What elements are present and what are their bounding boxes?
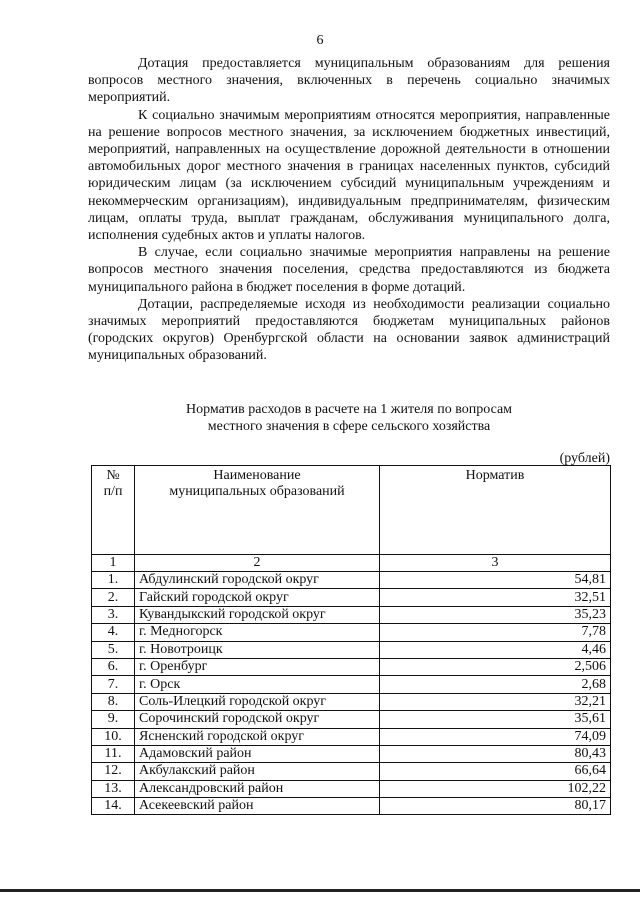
table-unit: (рублей) bbox=[559, 451, 610, 466]
paragraph-1: Дотация предоставляется муниципальным образованиям для решения вопросов местного значения, включенных в перечень социально значимых мероприятий. bbox=[88, 56, 610, 106]
row-name: г. Оренбург bbox=[135, 658, 380, 675]
row-name: Александровский район bbox=[135, 780, 380, 797]
row-name: г. Медногорск bbox=[135, 624, 380, 641]
row-name: Ясненский городской округ bbox=[135, 728, 380, 745]
row-value: 35,61 bbox=[380, 711, 611, 728]
row-value: 66,64 bbox=[380, 763, 611, 780]
row-name: Соль-Илецкий городской округ bbox=[135, 693, 380, 710]
body-text bbox=[88, 55, 610, 365]
row-number: 11. bbox=[92, 745, 135, 762]
row-name: г. Новотроицк bbox=[135, 641, 380, 658]
table-body bbox=[92, 572, 611, 815]
row-name: Абдулинский городской округ bbox=[135, 572, 380, 589]
row-number: 7. bbox=[92, 676, 135, 693]
norms-table bbox=[91, 465, 611, 815]
header-name-line-2: муниципальных образований bbox=[169, 484, 345, 499]
header-name bbox=[135, 466, 380, 555]
column-number-3: 3 bbox=[380, 555, 611, 572]
row-name: Гайский городской округ bbox=[135, 589, 380, 606]
row-name: Адамовский район bbox=[135, 745, 380, 762]
table-row bbox=[92, 589, 611, 606]
row-number: 3. bbox=[92, 606, 135, 623]
row-name: Кувандыкский городской округ bbox=[135, 606, 380, 623]
row-name: г. Орск bbox=[135, 676, 380, 693]
row-value: 2,68 bbox=[380, 676, 611, 693]
column-number-2: 2 bbox=[135, 555, 380, 572]
row-name: Акбулакский район bbox=[135, 763, 380, 780]
table-title-line-2: местного значения в сфере сельского хозяйства bbox=[207, 419, 491, 434]
row-value: 32,51 bbox=[380, 589, 611, 606]
table-title-line-1: Норматив расходов в расчете на 1 жителя по вопросам bbox=[185, 402, 513, 417]
row-number: 12. bbox=[92, 763, 135, 780]
row-number: 13. bbox=[92, 780, 135, 797]
row-value: 102,22 bbox=[380, 780, 611, 797]
table-row bbox=[92, 728, 611, 745]
header-number-line-1: № bbox=[106, 468, 120, 483]
table-row bbox=[92, 745, 611, 762]
table-row bbox=[92, 641, 611, 658]
row-value: 54,81 bbox=[380, 572, 611, 589]
row-number: 9. bbox=[92, 711, 135, 728]
table-row bbox=[92, 798, 611, 815]
header-value: Норматив bbox=[380, 466, 611, 555]
row-number: 8. bbox=[92, 693, 135, 710]
table-title bbox=[88, 401, 610, 435]
table-row bbox=[92, 711, 611, 728]
row-value: 35,23 bbox=[380, 606, 611, 623]
table-row bbox=[92, 606, 611, 623]
table-header-row bbox=[92, 466, 611, 555]
table-row bbox=[92, 624, 611, 641]
paragraph-2: К социально значимым мероприятиям относятся мероприятия, направленные на решение вопросов местного значения, за исключением бюджетных инвестиций, мероприятий, направленных на осуществление дорожной деятельности в отношении автомобильных дорог местного значения в границах населенных пунктов, субсидий юридическим лицам (за исключением субсидий муниципальным учреждениям и некоммерческим организациям), индивидуальным предпринимателям, физическим лицам, оплаты труда, выплат гражданам, обслуживания муниципального долга, исполнения судебных актов и уплаты налогов. bbox=[88, 107, 610, 244]
table-row bbox=[92, 780, 611, 797]
row-number: 5. bbox=[92, 641, 135, 658]
row-value: 32,21 bbox=[380, 693, 611, 710]
row-number: 2. bbox=[92, 589, 135, 606]
column-numbers-row bbox=[92, 555, 611, 572]
column-number-1: 1 bbox=[92, 555, 135, 572]
table-row bbox=[92, 693, 611, 710]
table-row bbox=[92, 676, 611, 693]
row-value: 7,78 bbox=[380, 624, 611, 641]
row-value: 4,46 bbox=[380, 641, 611, 658]
row-number: 10. bbox=[92, 728, 135, 745]
row-name: Асекеевский район bbox=[135, 798, 380, 815]
header-number-line-2: п/п bbox=[103, 484, 123, 499]
bottom-rule bbox=[0, 889, 640, 892]
row-value: 2,506 bbox=[380, 658, 611, 675]
paragraph-3: В случае, если социально значимые мероприятия направлены на решение вопросов местного значения поселения, средства предоставляются из бюджета муниципального района в бюджет поселения в форме дотаций. bbox=[88, 245, 610, 295]
row-value: 74,09 bbox=[380, 728, 611, 745]
table-row bbox=[92, 658, 611, 675]
row-number: 4. bbox=[92, 624, 135, 641]
header-number bbox=[92, 466, 135, 555]
row-number: 14. bbox=[92, 798, 135, 815]
row-value: 80,17 bbox=[380, 798, 611, 815]
paragraph-4: Дотации, распределяемые исходя из необходимости реализации социально значимых мероприятий предоставляются бюджетам муниципальных районов (городских округов) Оренбургской области на основании заявок администраций муниципальных образований. bbox=[88, 296, 610, 364]
header-name-line-1: Наименование bbox=[213, 468, 301, 483]
page-number: 6 bbox=[316, 33, 324, 48]
row-value: 80,43 bbox=[380, 745, 611, 762]
table-row bbox=[92, 572, 611, 589]
row-name: Сорочинский городской округ bbox=[135, 711, 380, 728]
row-number: 6. bbox=[92, 658, 135, 675]
row-number: 1. bbox=[92, 572, 135, 589]
table-row bbox=[92, 763, 611, 780]
